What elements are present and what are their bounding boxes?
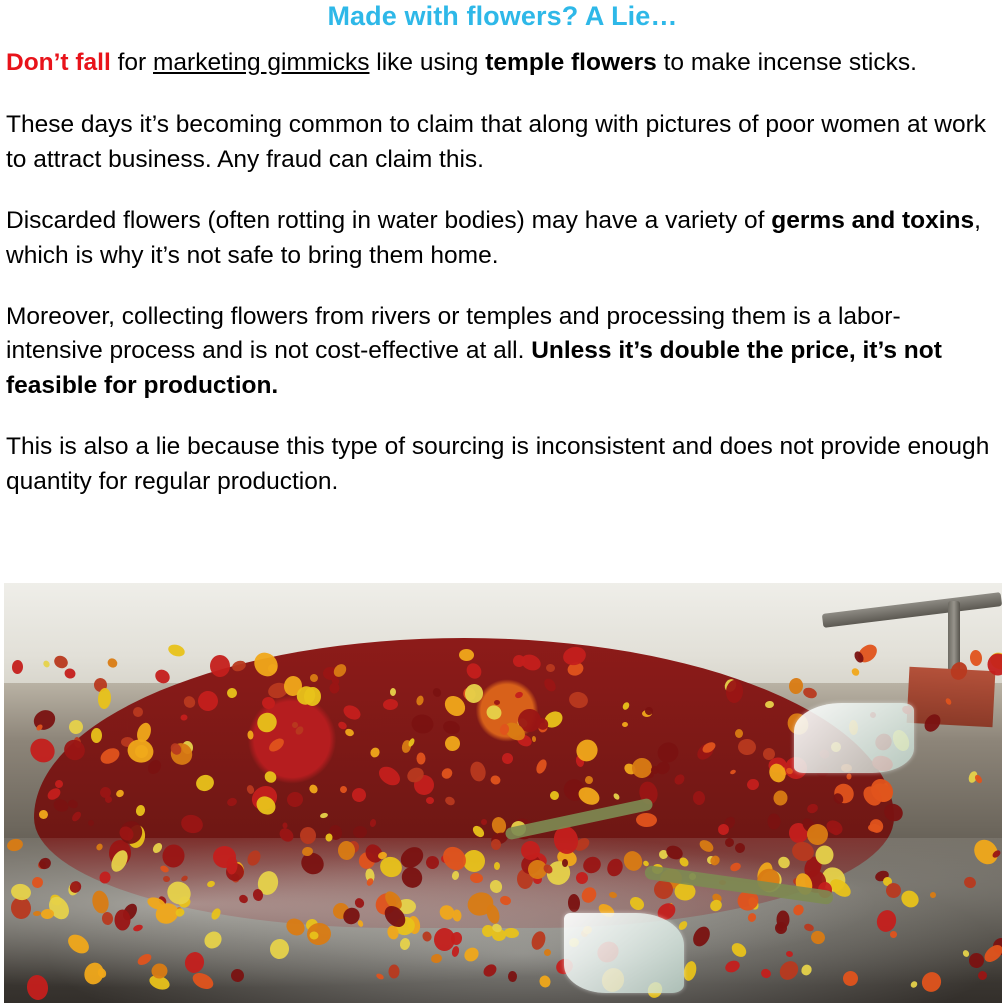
emphasis-not-feasible: Unless it’s double the price, it’s not feasible for production. xyxy=(6,337,942,400)
paragraph-germs-toxins xyxy=(6,204,997,274)
text-common-claim: These days it’s becoming common to claim that along with pictures of poor women at work to attract business. Any fraud can claim this. xyxy=(6,111,986,174)
emphasis-dont-fall: Don’t fall xyxy=(6,48,111,76)
photo-plastic-waste-1 xyxy=(564,913,684,993)
text-discarded-flowers: Discarded flowers (often rotting in water bodies) may have a variety of xyxy=(6,207,772,235)
text-make-incense: to make incense sticks. xyxy=(656,48,917,76)
text-inconsistent-sourcing: This is also a lie because this type of sourcing is inconsistent and does not provide enough quantity for regular production. xyxy=(6,432,990,495)
document-body xyxy=(0,46,1005,500)
discarded-temple-flowers-photo xyxy=(4,583,1002,1003)
emphasis-temple-flowers: temple flowers xyxy=(485,48,657,76)
photo-petal-layer xyxy=(4,583,1002,1003)
emphasis-marketing-gimmicks: marketing gimmicks xyxy=(153,48,370,76)
page-title: Made with flowers? A Lie… xyxy=(327,1,678,31)
text-labor-intensive: Moreover, collecting flowers from rivers or temples and processing them is a labor-intensive process and is not cost-effective at all. xyxy=(6,302,901,365)
paragraph-inconsistent-sourcing xyxy=(6,430,997,500)
text-not-safe: , which is why it’s not safe to bring them home. xyxy=(6,207,981,269)
text-like-using: like using xyxy=(369,48,486,76)
paragraph-marketing-gimmicks xyxy=(6,46,997,81)
emphasis-germs-and-toxins: germs and toxins xyxy=(771,207,975,235)
text-for: for xyxy=(110,48,154,76)
paragraph-common-claim xyxy=(6,108,997,178)
photo-plastic-waste-2 xyxy=(794,703,914,773)
paragraph-labor-intensive xyxy=(6,300,997,404)
